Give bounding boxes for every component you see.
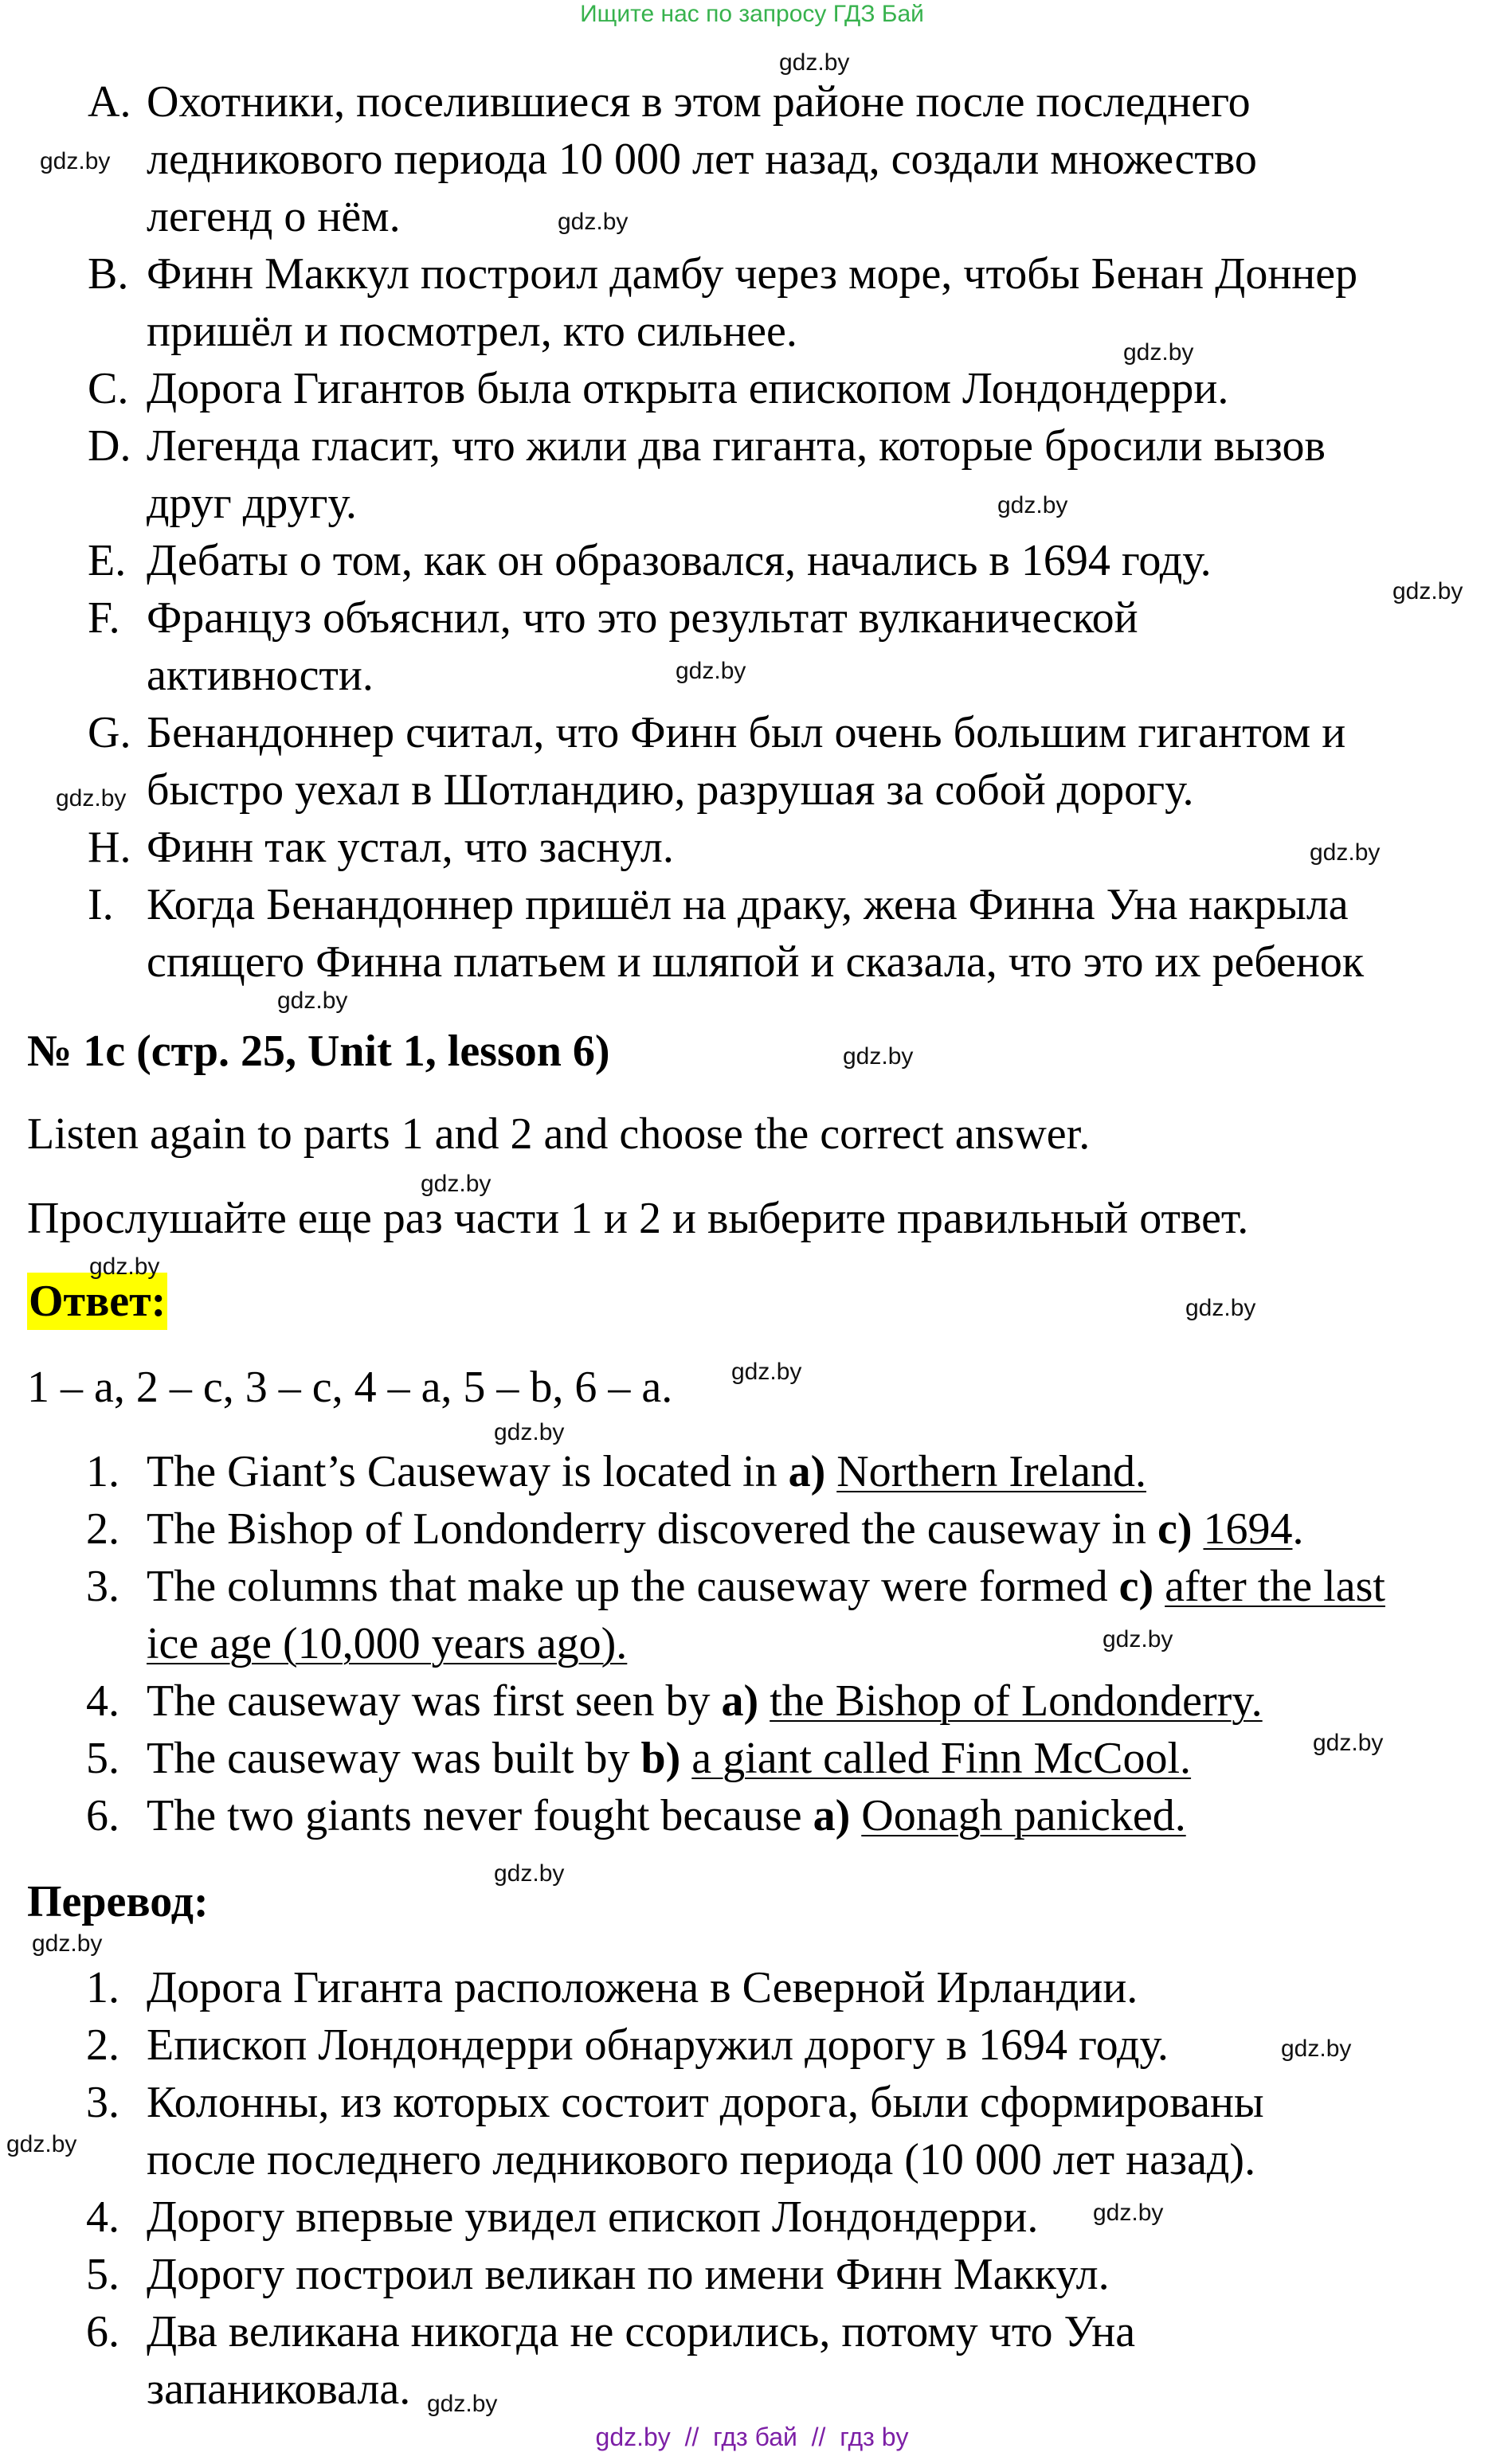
translation-line: Два великана никогда не ссорились, потому что Уна [147, 2307, 1136, 2356]
chosen-answer: 1694 [1203, 1504, 1293, 1554]
list-item-line: быстро уехал в Шотландию, разрушая за собой дорогу. [147, 765, 1194, 815]
list-marker: G. [88, 708, 131, 757]
chosen-answer: the Bishop of Londonderry. [770, 1676, 1263, 1726]
watermark: gdz.by [676, 658, 746, 684]
translation-number: 3. [86, 2078, 119, 2127]
choice-letter: a) [813, 1791, 851, 1840]
sentence-5 [147, 1730, 1191, 1787]
translation-label: Перевод: [27, 1877, 209, 1926]
sentence-3-continued [147, 1615, 627, 1672]
sentence-text: The causeway was built by [147, 1734, 641, 1783]
watermark: gdz.by [1103, 1626, 1173, 1652]
list-item-line: Финн так устал, что заснул. [147, 823, 674, 872]
list-item-line: Легенда гласит, что жили два гиганта, которые бросили вызов [147, 421, 1326, 471]
sentence-number: 4. [86, 1676, 119, 1726]
watermark: gdz.by [40, 148, 111, 174]
task-english: Listen again to parts 1 and 2 and choose the correct answer. [27, 1109, 1091, 1159]
chosen-answer: a giant called Finn McCool. [691, 1734, 1192, 1783]
list-item-line: спящего Финна платьем и шляпой и сказала, что это их ребенок [147, 937, 1365, 987]
translation-line: Дорога Гиганта расположена в Северной Ирландии. [147, 1963, 1138, 2012]
list-item-line: Когда Бенандоннер пришёл на драку, жена Финна Уна накрыла [147, 880, 1349, 929]
sentence-number: 3. [86, 1562, 119, 1611]
list-marker: H. [88, 823, 131, 872]
watermark: gdz.by [843, 1043, 914, 1070]
choice-letter: a) [721, 1676, 759, 1726]
list-item-line: Охотники, поселившиеся в этом районе после последнего [147, 77, 1251, 127]
list-marker: F. [88, 593, 120, 643]
translation-number: 5. [86, 2250, 119, 2299]
watermark: gdz.by [32, 1930, 103, 1957]
watermark: gdz.by [1281, 2036, 1352, 2062]
chosen-answer: ice age (10,000 years ago). [147, 1619, 628, 1668]
sentence-number: 2. [86, 1504, 119, 1554]
choice-letter: c) [1157, 1504, 1193, 1554]
list-item-line: Бенандоннер считал, что Финн был очень большим гигантом и [147, 708, 1346, 757]
list-marker: A. [88, 77, 131, 127]
choice-letter: c) [1118, 1562, 1154, 1611]
translation-number: 6. [86, 2307, 119, 2356]
sentence-1 [147, 1443, 1146, 1500]
watermark: gdz.by [1313, 1730, 1384, 1756]
sentence-text: The Bishop of Londonderry discovered the causeway in [147, 1504, 1157, 1554]
chosen-answer: after the last [1165, 1562, 1385, 1611]
sentence-number: 5. [86, 1734, 119, 1783]
watermark: gdz.by [779, 49, 850, 76]
list-item-line: Француз объяснил, что это результат вулканической [147, 593, 1138, 643]
translation-line: Дорогу построил великан по имени Финн Маккул. [147, 2250, 1110, 2299]
answer-key: 1 – a, 2 – c, 3 – c, 4 – a, 5 – b, 6 – a. [27, 1363, 673, 1412]
watermark: gdz.by [558, 209, 629, 235]
sentence-number: 1. [86, 1447, 119, 1496]
list-item-line: легенд о нём. [147, 192, 401, 241]
list-marker: I. [88, 880, 114, 929]
watermark: gdz.by [731, 1359, 802, 1385]
watermark: gdz.by [6, 2131, 77, 2157]
sentence-text: The two giants never fought because [147, 1791, 813, 1840]
watermark: gdz.by [421, 1171, 492, 1197]
choice-letter: a) [788, 1447, 826, 1496]
sentence-text: The causeway was first seen by [147, 1676, 722, 1726]
list-item-line: активности. [147, 651, 374, 700]
watermark: gdz.by [997, 492, 1068, 518]
watermark: gdz.by [1123, 339, 1194, 366]
translation-line: запаниковала. [147, 2364, 411, 2414]
list-marker: E. [88, 536, 127, 585]
watermark: gdz.by [494, 1419, 565, 1445]
top-banner: Ищите нас по запросу ГДЗ Бай [580, 1, 924, 27]
sentence-number: 6. [86, 1791, 119, 1840]
list-marker: D. [88, 421, 131, 471]
sentence-2 [147, 1500, 1303, 1558]
list-item-line: Дебаты о том, как он образовался, начались в 1694 году. [147, 536, 1212, 585]
watermark: gdz.by [427, 2391, 498, 2417]
translation-line: Дорогу впервые увидел епископ Лондондерри. [147, 2192, 1039, 2242]
choice-letter: b) [640, 1734, 681, 1783]
list-item-line: ледникового периода 10 000 лет назад, создали множество [147, 135, 1257, 184]
watermark: gdz.by [1310, 839, 1381, 866]
translation-number: 4. [86, 2192, 119, 2242]
sentence-6 [147, 1787, 1186, 1844]
list-marker: C. [88, 364, 129, 413]
translation-number: 2. [86, 2020, 119, 2070]
sentence-text: The Giant’s Causeway is located in [147, 1447, 789, 1496]
sentence-3 [147, 1558, 1385, 1615]
list-item-line: пришёл и посмотрел, кто сильнее. [147, 307, 797, 356]
translation-line: Колонны, из которых состоит дорога, были сформированы [147, 2078, 1264, 2127]
list-item-line: Финн Маккул построил дамбу через море, чтобы Бенан Доннер [147, 249, 1358, 299]
chosen-answer: Oonagh panicked. [861, 1791, 1186, 1840]
list-item-line: Дорога Гигантов была открыта епископом Лондондерри. [147, 364, 1229, 413]
task-russian: Прослушайте еще раз части 1 и 2 и выберите правильный ответ. [27, 1194, 1249, 1243]
watermark: gdz.by [1392, 578, 1463, 604]
sentence-end: . [1292, 1504, 1304, 1554]
sentence-text: The columns that make up the causeway were formed [147, 1562, 1119, 1611]
translation-line: после последнего ледникового периода (10 000 лет назад). [147, 2135, 1256, 2184]
footer-links: gdz.by // гдз бай // гдз by [595, 2423, 909, 2451]
chosen-answer: Northern Ireland. [836, 1447, 1146, 1496]
list-marker: B. [88, 249, 129, 299]
exercise-title: № 1c (стр. 25, Unit 1, lesson 6) [27, 1027, 610, 1076]
answer-label: Ответ: [27, 1273, 167, 1330]
list-item-line: друг другу. [147, 479, 357, 528]
sentence-4 [147, 1672, 1263, 1730]
watermark: gdz.by [1185, 1295, 1256, 1321]
watermark: gdz.by [1093, 2200, 1164, 2226]
watermark: gdz.by [494, 1860, 565, 1887]
watermark: gdz.by [277, 988, 348, 1014]
watermark: gdz.by [56, 785, 127, 812]
watermark: gdz.by [89, 1254, 160, 1280]
translation-line: Епископ Лондондерри обнаружил дорогу в 1694 году. [147, 2020, 1169, 2070]
translation-number: 1. [86, 1963, 119, 2012]
